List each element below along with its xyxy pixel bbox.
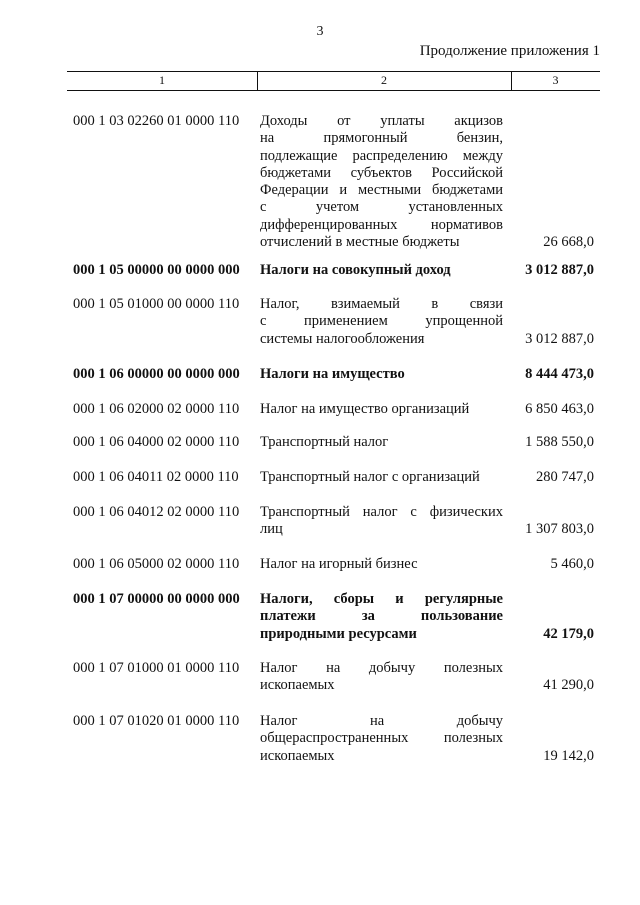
appendix-continuation-note: Продолжение приложения 1 (419, 43, 600, 59)
page-number: 3 (316, 24, 324, 39)
revenue-name-line: Налог на добычу (260, 713, 503, 729)
revenue-name-line: Транспортный налог (260, 434, 389, 450)
amount-value: 41 290,0 (543, 677, 594, 694)
amount-value: 8 444 473,0 (525, 366, 594, 382)
revenue-name-line: дифференцированных нормативов (260, 216, 503, 233)
budget-code: 000 1 07 00000 00 0000 000 (73, 591, 240, 607)
amount-value: 6 850 463,0 (525, 401, 594, 417)
revenue-name-line: ископаемых (260, 677, 335, 694)
budget-code: 000 1 06 04000 02 0000 110 (73, 434, 240, 450)
budget-code: 000 1 07 01000 01 0000 110 (73, 660, 240, 676)
revenue-name (260, 591, 503, 643)
budget-code: 000 1 06 04012 02 0000 110 (73, 504, 240, 520)
column-header-row (67, 71, 600, 91)
revenue-name (260, 504, 503, 539)
revenue-name (260, 469, 503, 486)
revenue-name-line: природными ресурсами (260, 625, 417, 642)
revenue-name-line: Налог на игорный бизнес (260, 556, 418, 572)
column-divider (257, 72, 258, 90)
budget-code: 000 1 03 02260 01 0000 110 (73, 113, 240, 129)
column-header-2: 2 (381, 73, 387, 87)
revenue-name-line: отчислений в местные бюджеты (260, 234, 460, 251)
column-header-3: 3 (552, 73, 559, 87)
revenue-name-line: Транспортный налог с физических (260, 504, 503, 520)
revenue-name (260, 713, 503, 765)
amount-value: 1 307 803,0 (525, 521, 594, 538)
column-header-1: 1 (159, 73, 165, 87)
revenue-name-line: Налог на добычу полезных (260, 660, 503, 676)
revenue-name (260, 434, 503, 451)
revenue-name-line: общераспространенных полезных (260, 730, 503, 747)
revenue-name-line: Налог, взимаемый в связи (260, 296, 503, 312)
budget-code: 000 1 06 02000 02 0000 110 (73, 401, 240, 417)
revenue-name-line: Налог на имущество организаций (260, 401, 470, 417)
amount-value: 3 012 887,0 (525, 330, 594, 347)
revenue-name-line: системы налогообложения (260, 330, 425, 347)
revenue-name (260, 262, 503, 279)
revenue-name-line: Доходы от уплаты акцизов (260, 113, 503, 129)
revenue-name (260, 660, 503, 695)
revenue-name-line: с применением упрощенной (260, 313, 503, 330)
revenue-name-line: Налоги на совокупный доход (260, 262, 451, 278)
revenue-name (260, 556, 503, 573)
revenue-name-line: лиц (260, 521, 283, 538)
revenue-name-line: Федерации и местными бюджетами (260, 182, 503, 199)
revenue-name (260, 296, 503, 348)
budget-code: 000 1 05 01000 00 0000 110 (73, 296, 240, 312)
amount-value: 19 142,0 (543, 747, 594, 764)
amount-value: 280 747,0 (536, 469, 594, 485)
revenue-name-line: ископаемых (260, 747, 335, 764)
revenue-name-line: платежи за пользование (260, 608, 503, 625)
budget-code: 000 1 06 00000 00 0000 000 (73, 366, 240, 382)
budget-code: 000 1 06 04011 02 0000 110 (73, 469, 239, 485)
budget-code: 000 1 07 01020 01 0000 110 (73, 713, 240, 729)
amount-value: 1 588 550,0 (525, 434, 594, 450)
amount-value: 42 179,0 (543, 625, 594, 642)
revenue-name-line: бюджетами субъектов Российской (260, 164, 503, 181)
budget-code: 000 1 06 05000 02 0000 110 (73, 556, 240, 572)
revenue-name-line: на прямогонный бензин, (260, 130, 503, 147)
revenue-name (260, 366, 503, 383)
amount-value: 5 460,0 (550, 556, 594, 572)
revenue-name-line: Транспортный налог с организаций (260, 469, 480, 485)
amount-value: 3 012 887,0 (525, 262, 594, 278)
revenue-name-line: Налоги на имущество (260, 366, 405, 382)
amount-value: 26 668,0 (543, 234, 594, 251)
revenue-name (260, 113, 503, 251)
revenue-name (260, 401, 503, 418)
revenue-name-line: с учетом установленных (260, 199, 503, 216)
column-divider (511, 72, 512, 90)
budget-code: 000 1 05 00000 00 0000 000 (73, 262, 240, 278)
revenue-name-line: Налоги, сборы и регулярные (260, 591, 503, 607)
revenue-name-line: подлежащие распределению между (260, 147, 503, 164)
